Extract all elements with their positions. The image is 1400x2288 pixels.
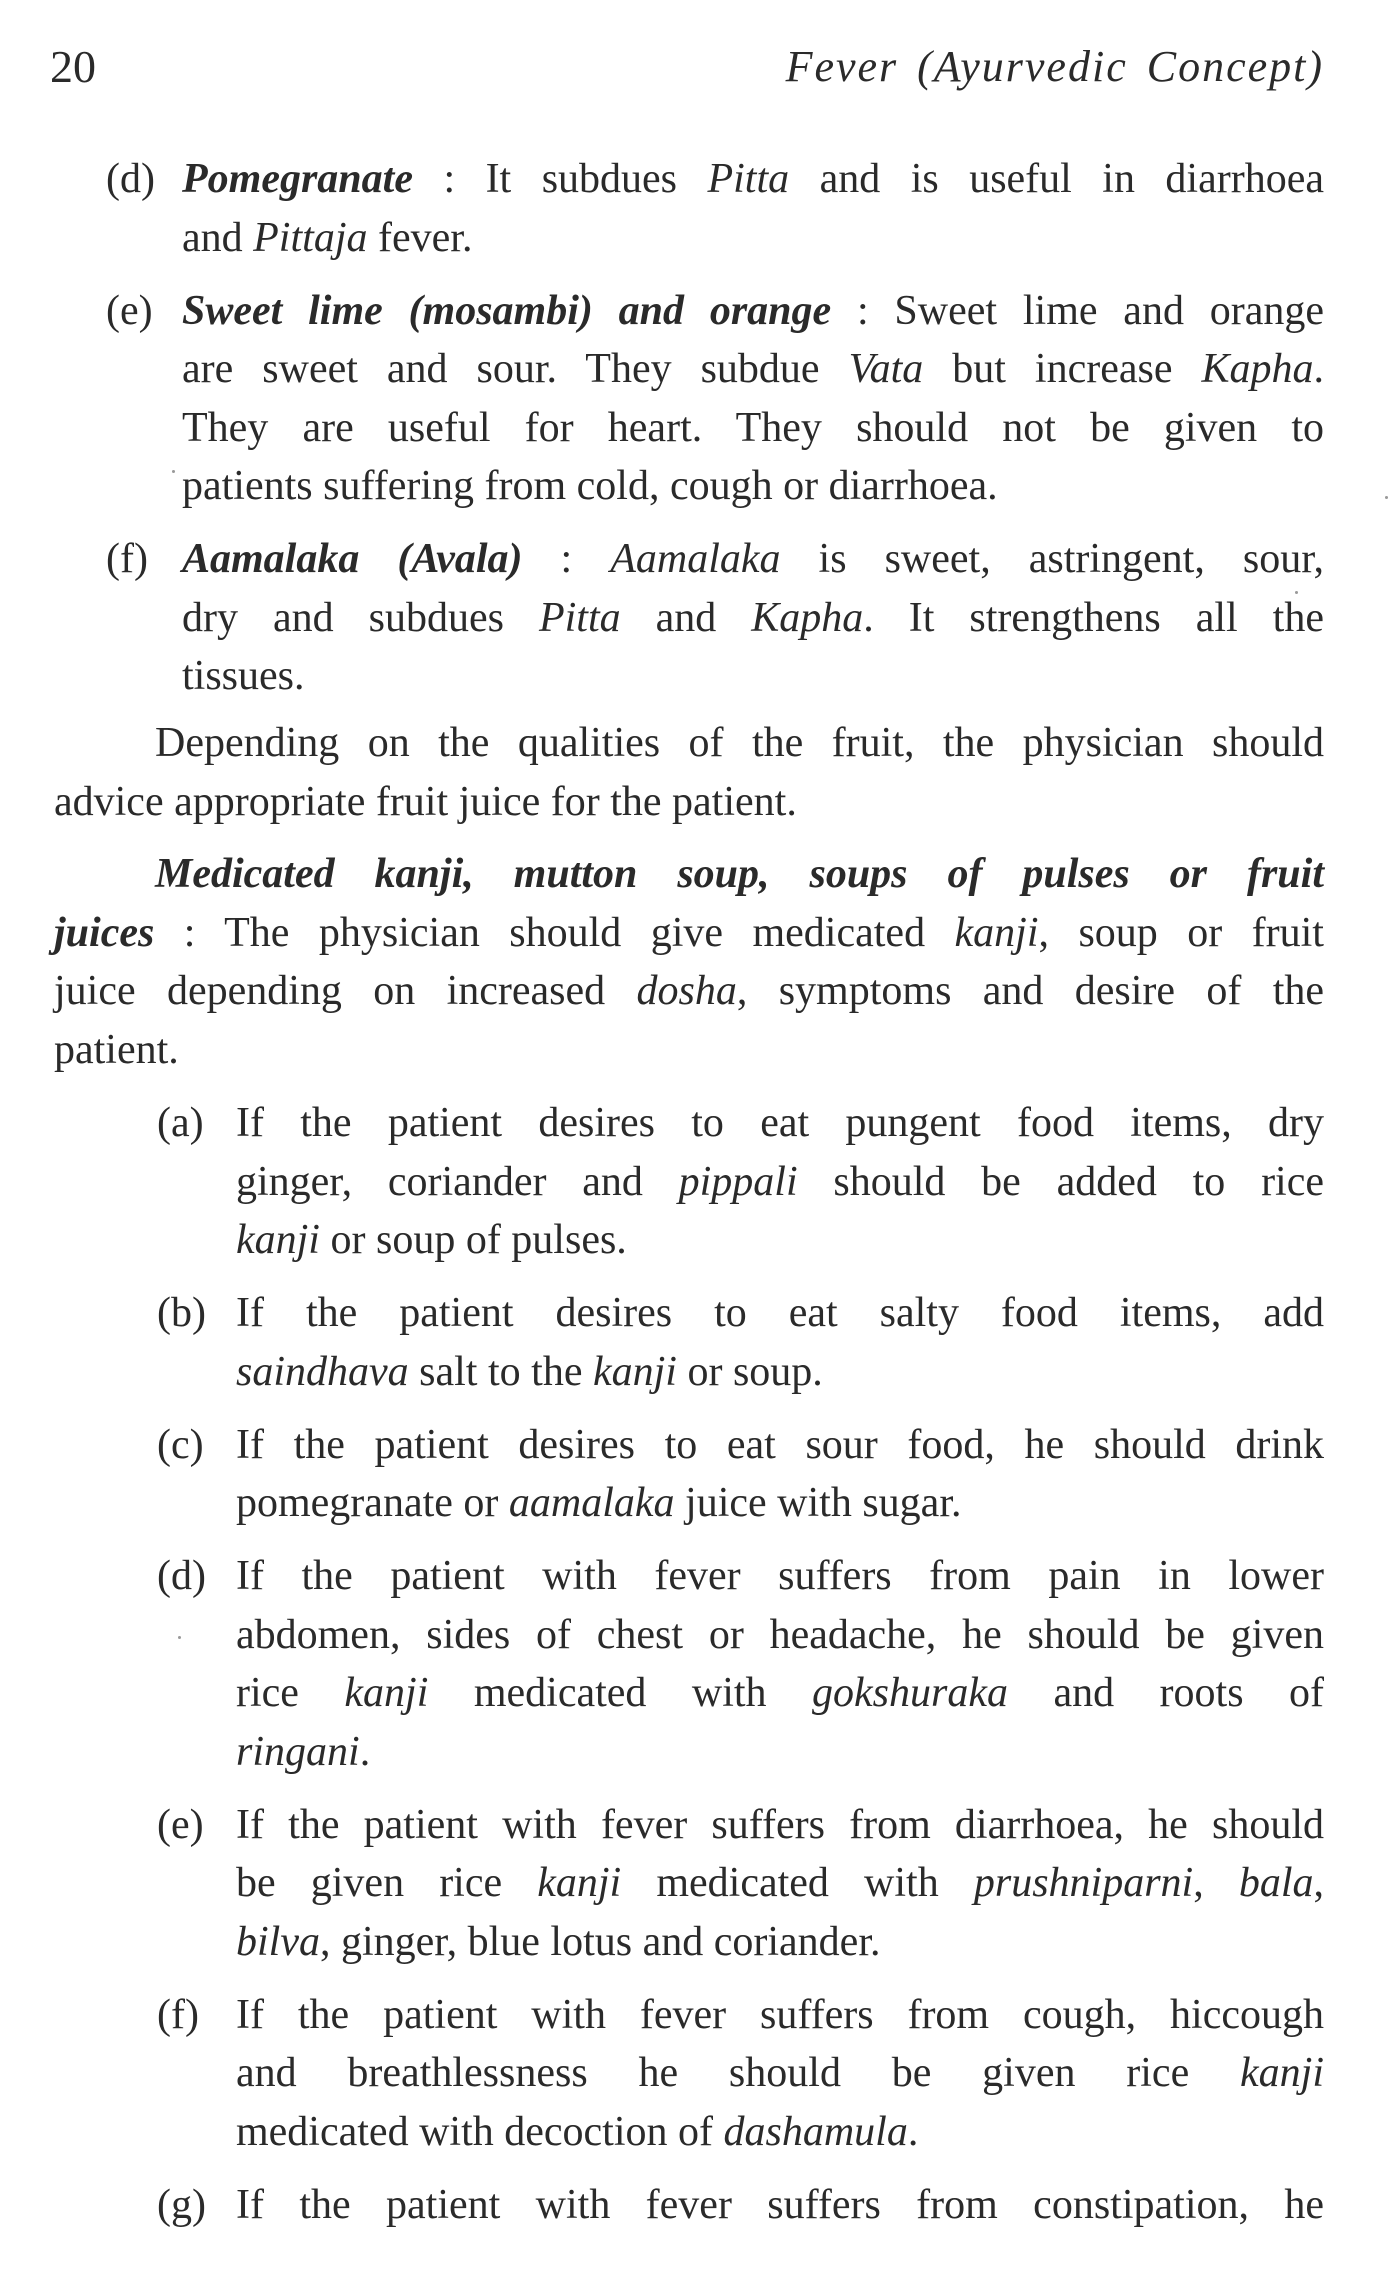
list-item-line (182, 287, 1325, 334)
list-item-label: (f) (106, 536, 148, 582)
list-item-line (182, 348, 1324, 390)
text-run: rice (236, 1670, 345, 1716)
text-run: tissues. (182, 653, 305, 699)
list-item-line (236, 1421, 1324, 1468)
text-run: : It subdues (412, 156, 708, 202)
list-item-line (182, 655, 1324, 697)
italic-term: aamalaka (508, 1480, 675, 1526)
running-title: Fever (Ayurvedic Concept) (785, 42, 1324, 91)
bold-italic-term: Aamalaka (Avala) (182, 536, 523, 582)
italic-term: Vata (848, 346, 924, 392)
list-item-line (182, 404, 1324, 451)
text-run: salt to the (408, 1348, 593, 1395)
italic-term: pippali (678, 1158, 798, 1205)
italic-term: kanji (592, 1348, 677, 1395)
text-run: juice with sugar. (674, 1480, 962, 1526)
italic-term: Kapha (1201, 346, 1314, 392)
italic-term: kanji (344, 1670, 429, 1716)
text-run: If the patient with fever suffers from constipation, he (236, 2181, 1324, 2228)
text-run: and (620, 594, 752, 641)
text-run: If the patient desires to eat salty food items, add (236, 1290, 1324, 1336)
text-run: , symptoms and desire of the (736, 968, 1325, 1014)
page-number: 20 (50, 41, 96, 92)
list-item-label: (f) (157, 1991, 199, 2038)
list-item-line (236, 1555, 1324, 1597)
text-run: , soup or fruit (1038, 909, 1324, 956)
text-run: If the patient with fever suffers from cough, hiccough (236, 1991, 1324, 2038)
list-item-label: (d) (157, 1553, 206, 1599)
text-run: They are useful for heart. They should not be given to (182, 404, 1324, 451)
list-item-label: (e) (106, 287, 153, 334)
list-item-line (236, 2108, 1324, 2155)
list-item-line (182, 158, 1324, 200)
list-item-line (236, 1348, 1324, 1395)
paragraph-line (54, 1026, 1324, 1073)
text-run: . (1313, 346, 1324, 392)
list-item-line (236, 1611, 1324, 1658)
list-item-line (182, 214, 1324, 261)
list-item-label: (c) (157, 1421, 204, 1468)
list-item-label: (b) (157, 1290, 206, 1336)
list-item-line (236, 2052, 1324, 2094)
text-run: and (182, 214, 254, 261)
list-item-label: (g) (157, 2181, 206, 2228)
list-item-label: (a) (157, 1100, 204, 1146)
bold-italic-term: Pomegranate (182, 156, 413, 202)
scan-speck (1385, 496, 1388, 499)
list-item-line (236, 1801, 1324, 1848)
italic-term: kanji (236, 1217, 320, 1263)
scan-speck (178, 1636, 181, 1639)
list-item-line (236, 1918, 1324, 1965)
paragraph-line (155, 853, 1324, 895)
list-item-line (236, 1292, 1324, 1334)
paragraph-line (54, 778, 1324, 825)
italic-term: Kapha (751, 594, 864, 641)
paragraph-line (155, 722, 1324, 764)
list-item-line (182, 538, 1324, 580)
text-run: and breathlessness he should be given rice (236, 2050, 1241, 2096)
text-run: . (907, 2108, 919, 2155)
italic-term: bala (1238, 1860, 1314, 1906)
italic-term: prushniparni (973, 1860, 1194, 1906)
text-run: patients suffering from cold, cough or diarrhoea. (182, 463, 998, 509)
italic-term: dosha (636, 968, 737, 1014)
text-run: juice depending on increased (54, 968, 637, 1014)
italic-term: gokshuraka (812, 1670, 1008, 1716)
text-run: abdomen, sides of chest or headache, he should be given (236, 1611, 1324, 1658)
text-run: be given rice (236, 1860, 538, 1906)
bold-italic-term: Sweet lime (mosambi) and orange (182, 287, 832, 334)
italic-term: Pitta (538, 594, 621, 641)
list-item-line (236, 1102, 1324, 1144)
text-run: ginger, coriander and (236, 1158, 679, 1205)
italic-term: dashamula (723, 2108, 908, 2155)
text-run: are sweet and sour. They subdue (182, 346, 849, 392)
list-item-line (236, 1158, 1325, 1205)
list-item-line (236, 1672, 1324, 1714)
italic-term: saindhava (236, 1348, 409, 1395)
text-run: medicated with (428, 1670, 812, 1716)
list-item-line (182, 465, 1324, 507)
list-item-label: (d) (106, 156, 155, 202)
text-run: If the patient with fever suffers from pain in lower (236, 1553, 1324, 1599)
text-run: but increase (923, 346, 1202, 392)
text-run: If the patient with fever suffers from diarrhoea, he should (236, 1801, 1324, 1848)
text-run: and is useful in diarrhoea (789, 156, 1324, 202)
text-run: should be added to rice (797, 1158, 1325, 1205)
italic-term: Pitta (707, 156, 790, 202)
scan-speck (1295, 591, 1298, 594)
list-item-line (236, 1991, 1324, 2038)
text-run: , (1313, 1860, 1325, 1906)
paragraph-line (54, 970, 1324, 1012)
text-run: or soup. (676, 1348, 823, 1395)
text-run: medicated with (621, 1860, 974, 1906)
text-run: pomegranate or (236, 1480, 509, 1526)
italic-term: kanji (537, 1860, 622, 1906)
text-run: or soup of pulses. (319, 1217, 627, 1263)
text-run: . It strengthens all the (863, 594, 1324, 641)
text-run: dry and subdues (182, 594, 539, 641)
italic-term: Pittaja (253, 214, 368, 261)
italic-term: ringani (236, 1728, 360, 1775)
italic-term: kanji (1240, 2050, 1324, 2096)
list-item-line (236, 1728, 1324, 1775)
scan-speck (172, 470, 175, 473)
list-item-line (236, 2181, 1324, 2228)
text-run: advice appropriate fruit juice for the patient. (54, 778, 797, 825)
italic-term: bilva (236, 1918, 320, 1965)
bold-italic-term: juices (54, 909, 155, 956)
list-item-line (236, 1482, 1324, 1524)
paragraph-line (54, 909, 1324, 956)
list-item-line (182, 594, 1324, 641)
italic-term: Aamalaka (610, 536, 781, 582)
text-run: medicated with decoction of (236, 2108, 724, 2155)
text-run: , (1193, 1860, 1239, 1906)
text-run: If the patient desires to eat pungent food items, dry (236, 1100, 1324, 1146)
text-run: If the patient desires to eat sour food, he should drink (236, 1421, 1324, 1468)
text-run: : Sweet lime and orange (831, 287, 1325, 334)
list-item-line (236, 1219, 1324, 1261)
text-run: : The physician should give medicated (154, 909, 955, 956)
text-run: fever. (367, 214, 473, 261)
text-run: and roots of (1007, 1670, 1324, 1716)
text-run: patient. (54, 1026, 179, 1073)
text-run: . (359, 1728, 371, 1775)
italic-term: kanji (954, 909, 1039, 956)
list-item-label: (e) (157, 1801, 204, 1848)
text-run: is sweet, astringent, sour, (780, 536, 1325, 582)
list-item-line (236, 1862, 1324, 1904)
text-run: , ginger, blue lotus and coriander. (319, 1918, 881, 1965)
bold-italic-term: Medicated kanji, mutton soup, soups of pulses or fruit (155, 851, 1324, 897)
text-run: Depending on the qualities of the fruit, the physician should (155, 720, 1324, 766)
text-run: : (522, 536, 611, 582)
